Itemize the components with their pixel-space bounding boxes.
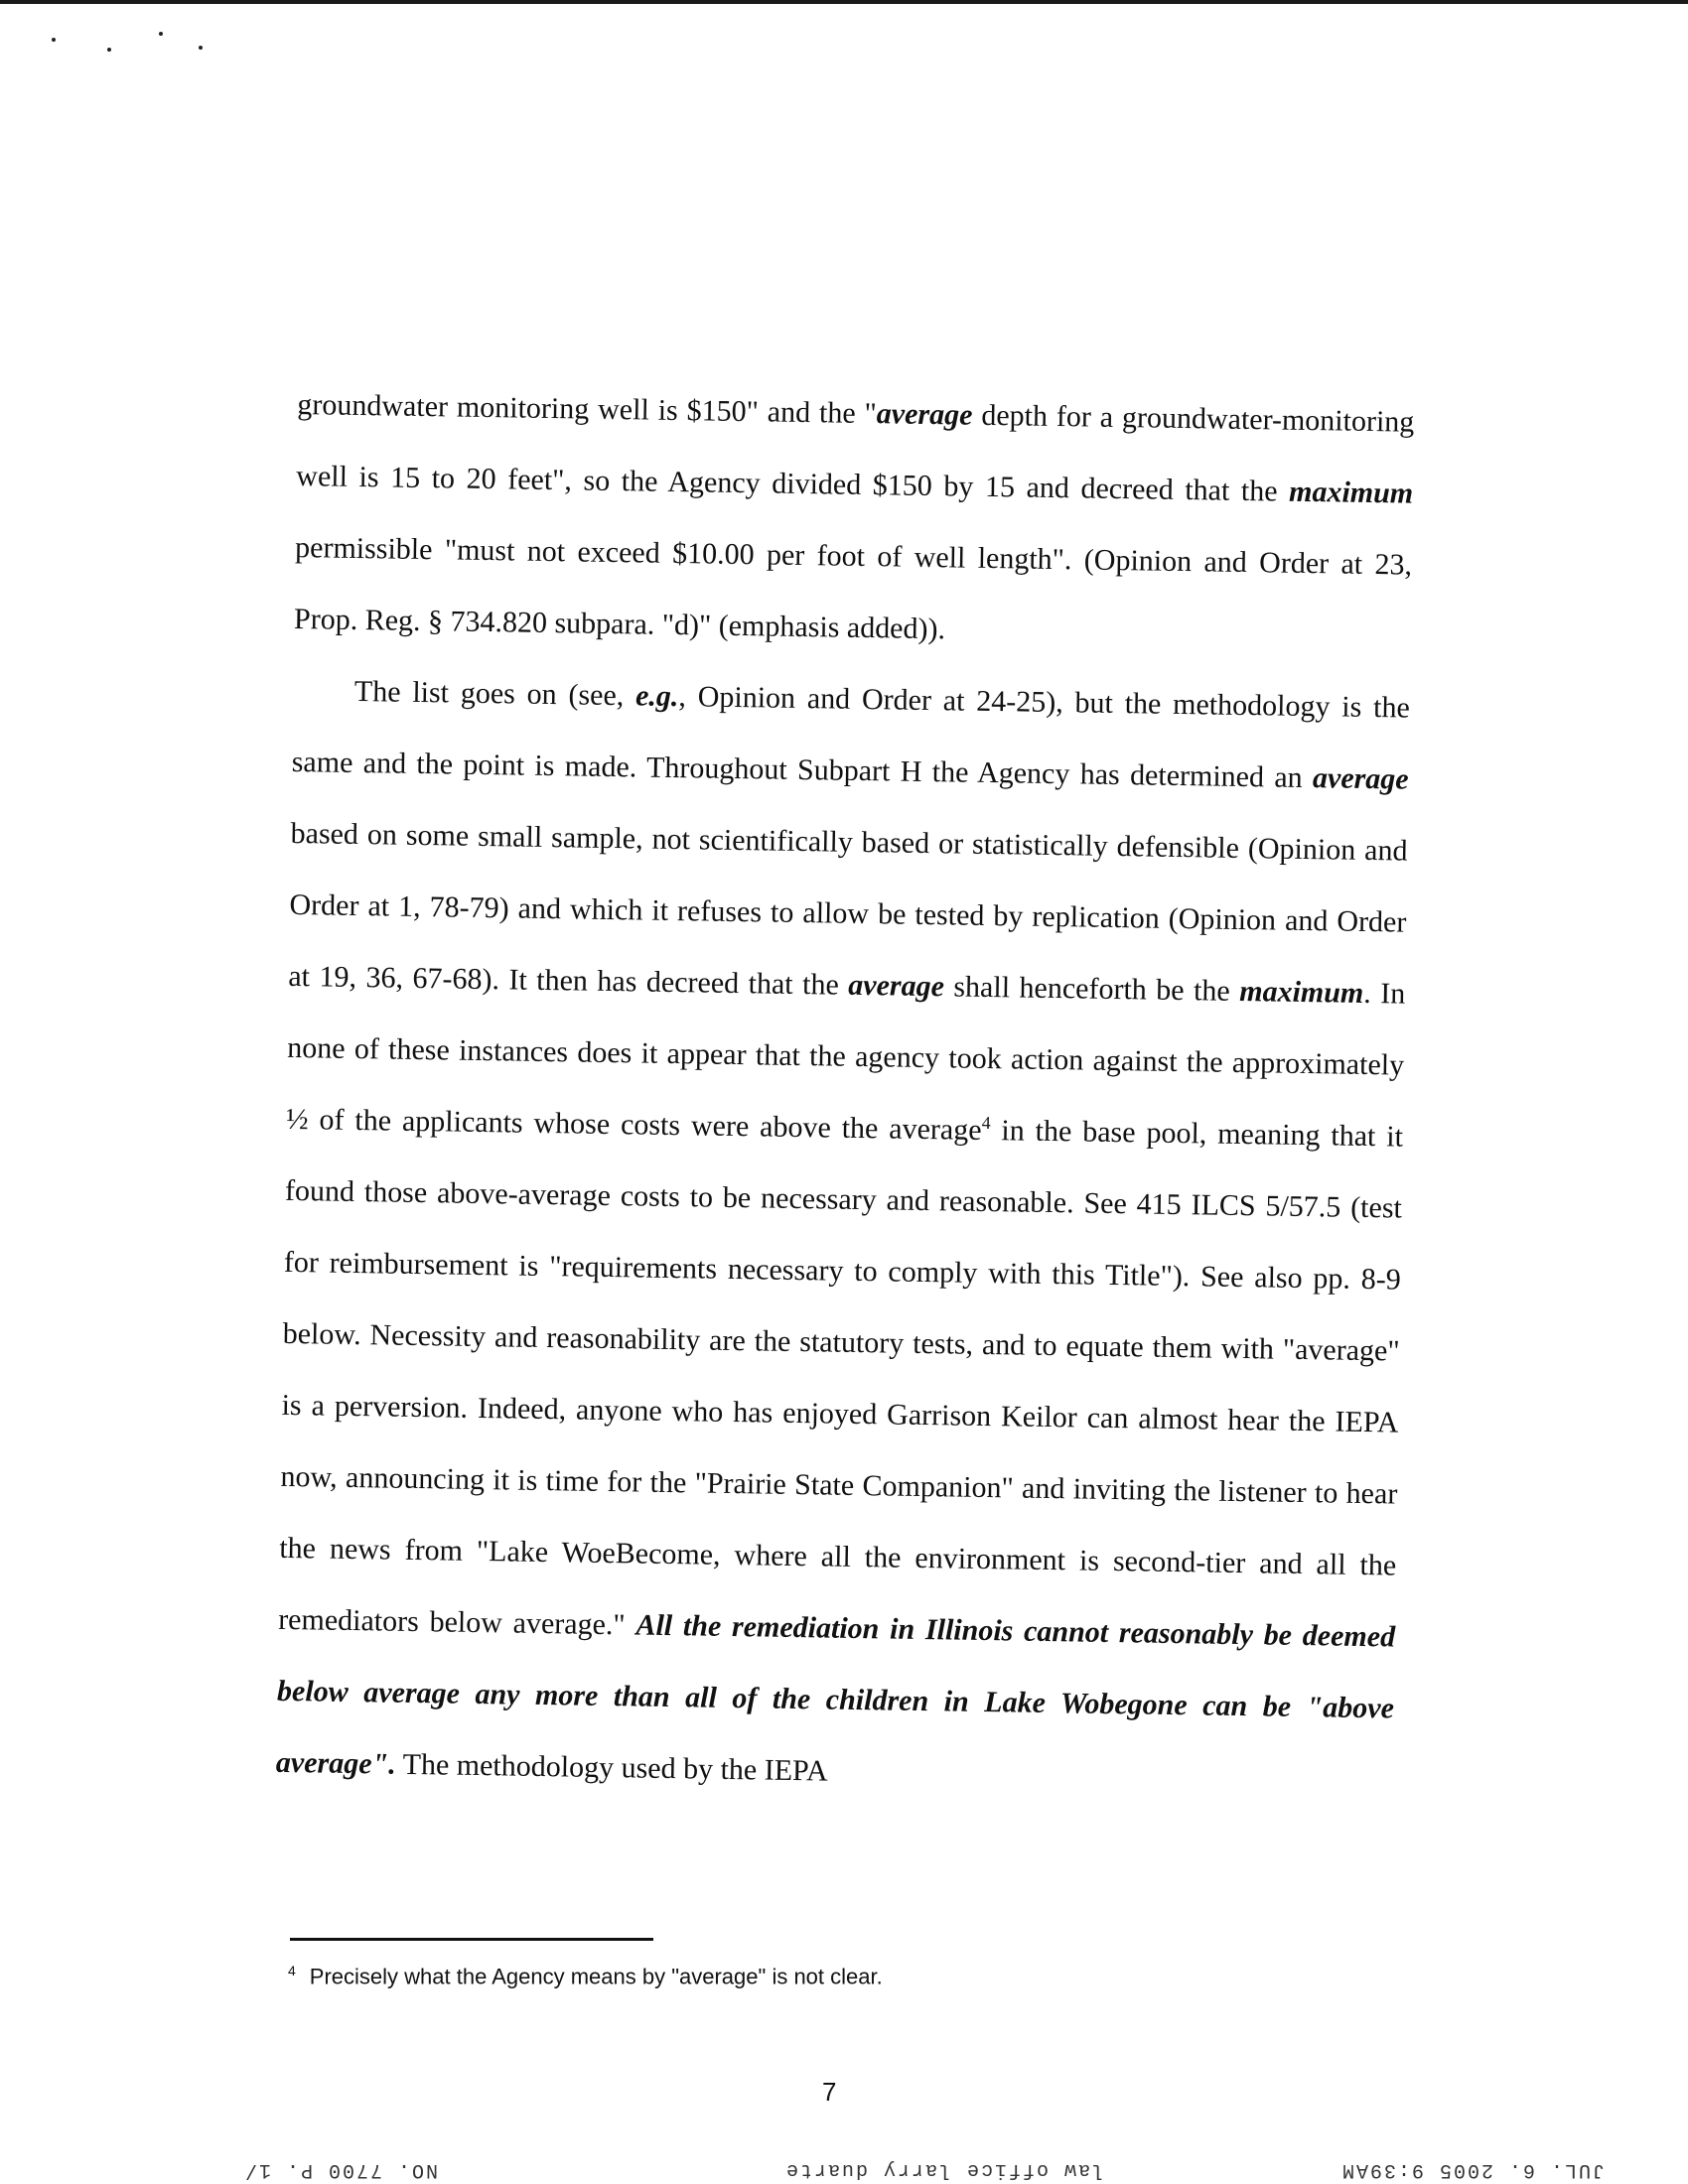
scan-specks: [40, 30, 238, 69]
footnote-divider: [290, 1938, 653, 1941]
paragraph-2-emphasis-3: average: [848, 968, 945, 1004]
paragraph-2-text-3: based on some small sample, not scientifically based or statistically defensible (Opinion and Order at 1, 78-79) and which it refuses to allow be tested by replication (Opinion and Order at 19, 36, 67-68). It then has decreed that the: [288, 816, 1408, 1002]
paragraph-2: [275, 655, 1410, 1817]
paragraph-2-emphasis-2: average: [1312, 761, 1409, 796]
scan-speck: [52, 38, 56, 42]
paragraph-2-text-5: . In none of these instances does it appear that the agency took action against the approximately ½ of the applicants whose costs were above the average: [285, 976, 1406, 1147]
scan-speck: [159, 32, 163, 36]
paragraph-2-emphasis-5: All the remediation in Illinois cannot reasonably be deemed below average any more than all of the children in Lake Wobegone can be "above average".: [275, 1608, 1396, 1781]
paragraph-2-text-1: The list goes on (see,: [353, 674, 636, 713]
paragraph-1-text-2: depth for a groundwater-monitoring well is 15 to 20 feet", so the Agency divided $150 by 15 and decreed that the: [296, 398, 1415, 508]
paragraph-2-text-4: shall henceforth be the: [943, 970, 1240, 1008]
scan-top-edge: [0, 0, 1688, 4]
paragraph-2-text-6: in the base pool, meaning that it found those above-average costs to be necessary and reasonable. See 415 ILCS 5/57.5 (test for reimbursement is "requirements necessary to comply with this Title"). See also pp. 8-9 below. Necessity and reasonability are the statutory tests, and to equate them with "average" is a perversion. Indeed, anyone who has enjoyed Garrison Keilor can almost hear the IEPA now, announcing it is time for the "Prairie State Companion" and inviting the listener to hear the news from "Lake WoeBecome, where all the environment is second-tier and all the remediators below average.": [277, 1114, 1404, 1642]
fax-header-left: NO. 7700 P. 1/: [243, 2158, 439, 2181]
paragraph-1-emphasis-2: maximum: [1288, 475, 1414, 510]
scan-speck: [199, 46, 203, 50]
paragraph-2-text-2: , Opinion and Order at 24-25), but the methodology is the same and the point is made. Throughout Subpart H the Agency has determined an: [291, 680, 1411, 795]
paragraph-1-text-1: groundwater monitoring well is $150" and the ": [297, 387, 878, 431]
footnote-text: Precisely what the Agency means by "average" is not clear.: [309, 1964, 883, 1989]
footnote-reference: 4: [981, 1112, 991, 1134]
fax-header-right: JUL. 6. 2005 9:39AM: [1340, 2158, 1606, 2181]
paragraph-1: [293, 369, 1414, 673]
scan-speck: [107, 48, 111, 52]
fax-header-middle: law office larry duarte: [784, 2158, 1105, 2181]
paragraph-2-emphasis-1: e.g.: [634, 679, 679, 714]
footnote: [288, 1956, 883, 1991]
paragraph-2-emphasis-4: maximum: [1239, 974, 1364, 1010]
paragraph-1-text-3: permissible "must not exceed $10.00 per foot of well length". (Opinion and Order at 23, Prop. Reg. § 734.820 subpara. "d)" (emphasis added)).: [293, 530, 1413, 646]
paragraph-2-text-7: The methodology used by the IEPA: [395, 1747, 828, 1788]
body-text: [275, 369, 1414, 1816]
footnote-marker: 4: [288, 1963, 296, 1979]
paragraph-1-emphasis-1: average: [876, 397, 973, 432]
page-number: 7: [822, 2077, 837, 2107]
